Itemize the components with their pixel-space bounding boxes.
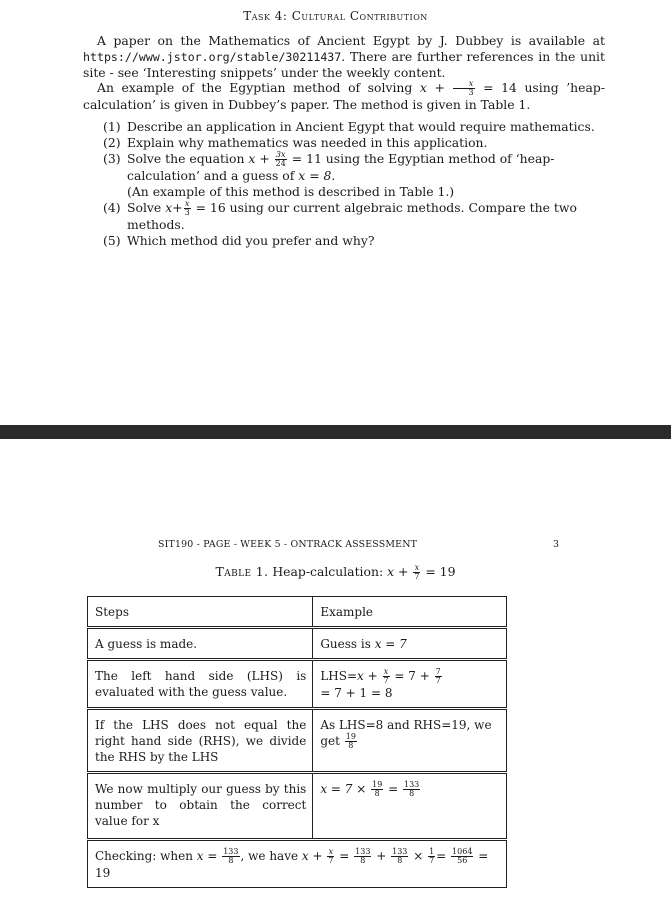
page-number: 3: [553, 539, 559, 550]
table-header-row: [88, 597, 507, 628]
intro-paragraph: A paper on the Mathematics of Ancient Egypt by J. Dubbey is available at https://www.jstor.org/stable/30211437. There are further references in the unit site - see ‘Interesting snippets’ under the weekly content.: [83, 33, 605, 80]
task-title: Task 4: Cultural Contribution: [243, 9, 428, 23]
task-list: [103, 119, 607, 249]
table-row-checking: Checking: when x = $\frac{133}{8}$ , we have x + $\frac{x}{7}$ = $\frac{133}{8}$ + $\frac{133}{8}$ × $\frac{1}{7}$ = $\frac{1064}{56}$ = 19: [88, 840, 507, 888]
example-paragraph: An example of the Egyptian method of solving x + $\frac{x}{3}$ = 14 using ’heap-calculation’ is given in Dubbey’s paper. The method is given in Table 1.: [83, 79, 605, 112]
list-item: (5) Which method did you prefer and why?: [103, 233, 375, 248]
table-row: We now multiply our guess by this number to obtain the correct value for x x = 7 × $\frac{19}{8}$ = $\frac{133}{8}$: [88, 773, 507, 840]
running-header: SIT190 - PAGE - WEEK 5 - ONTRACK ASSESSMENT: [158, 539, 418, 550]
table-row: If the LHS does not equal the right hand side (RHS), we divide the RHS by the LHS As LHS=8 and RHS=19, we get $\frac{19}{8}$: [88, 709, 507, 773]
fraction: $\frac{x}{3}$: [184, 199, 190, 217]
page-divider: [0, 425, 671, 439]
table-row: The left hand side (LHS) is evaluated with the guess value. LHS=x + $\frac{x}{7}$ = 7 + $\frac{7}{7}$ = 7 + 1 = 8: [88, 660, 507, 709]
list-item: (3) Solve the equation x + $\frac{3x}{24}$ = 11 using the Egyptian method of ‘heap-calculation’ and a guess of x = 8.: [103, 150, 555, 183]
heap-calculation-table: [87, 596, 507, 888]
table-row: A guess is made. Guess is x = 7: [88, 628, 507, 660]
page-bottom: [0, 439, 671, 902]
list-item: (2) Explain why mathematics was needed in this application.: [103, 135, 488, 150]
task-note: (An example of this method is described in Table 1.): [127, 184, 455, 199]
fraction: $\frac{x}{7}$: [414, 563, 420, 581]
header-example: Example: [313, 597, 507, 628]
list-item: (1) Describe an application in Ancient Egypt that would require mathematics.: [103, 119, 595, 134]
fraction: $\frac{3x}{24}$: [275, 150, 286, 168]
jstor-link[interactable]: https://www.jstor.org/stable/30211437: [83, 50, 342, 64]
table-caption: Table 1. Heap-calculation: x + $\frac{x}{7}$ = 19: [215, 563, 456, 581]
fraction: $\frac{x}{3}$: [453, 80, 474, 97]
page-top: [0, 0, 671, 425]
header-steps: Steps: [88, 597, 313, 628]
list-item: (4) Solve x+ $\frac{x}{3}$ = 16 using our current algebraic methods. Compare the two methods.: [103, 199, 577, 232]
